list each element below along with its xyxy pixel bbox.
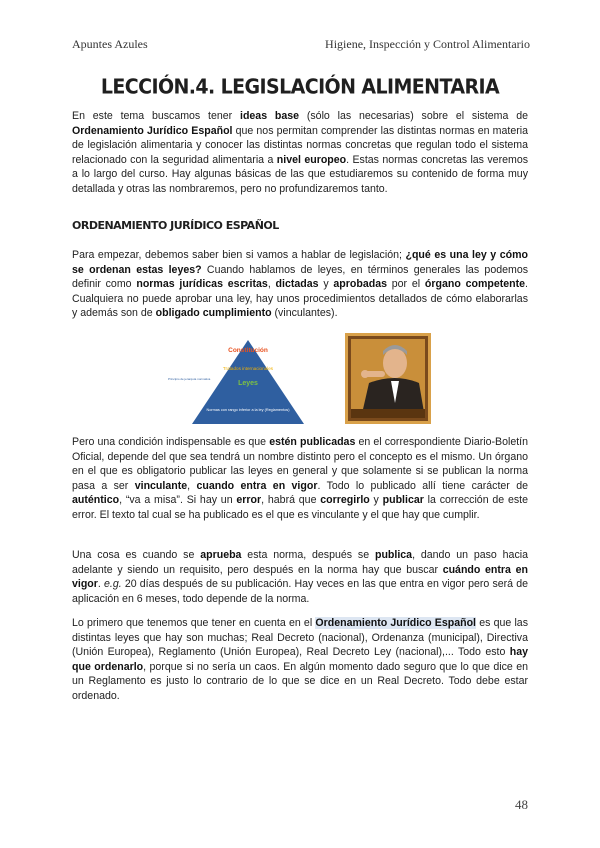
header-left-text: Apuntes Azules (72, 37, 148, 51)
man-pointing-photo (345, 333, 431, 424)
pyramid-level-leyes: Leyes (238, 380, 258, 387)
paragraph-3: Una cosa es cuando se aprueba esta norma, después se publica, dando un paso hacia adelante y siendo un requisito, pero después en la norma hay que buscar cuándo entra en vigor. e.g. 20 días después de su publicación. Hay veces en las que entra en vigor pero será de aplicación en 6 meses, todo depende de la norma. (72, 549, 528, 605)
pyramid-level-tratados: Tratados internacionales (222, 366, 274, 371)
paragraph-4: Lo primero que tenemos que tener en cuenta en el Ordenamiento Jurídico Español es que las distintas leyes que hay son muchas; Real Decreto (nacional), Ordenanza (municipal), Directiva (Unión Europea), Reglamento (Unión Europea), Real Decreto Ley (nacional),... Todo esto hay que ordenarlo, porque si no sería un caos. En algún momento dado seguro que lo que dice en un Reglamento es justo lo contrario de lo que se dice en un Real Decreto. Todo debe estar ordenado. (72, 617, 529, 702)
header-right-text: Higiene, Inspección y Control Alimentario (325, 37, 530, 51)
page-number: 48 (515, 797, 528, 812)
section-heading: ORDENAMIENTO JURÍDICO ESPAÑOL (72, 219, 279, 232)
legal-hierarchy-pyramid-figure (164, 338, 304, 426)
pyramid-level-reglamentos: Normas con rango inferior a la ley (Reglamentos) (206, 408, 290, 412)
intro-paragraph: En este tema buscamos tener ideas base (sólo las necesarias) sobre el sistema de Ordenamiento Jurídico Español que nos permitan comprender las distintas normas en materia de legislación alimentaria y conocer las distintas normas concretas que regulan todo el sistema relacionado con la seguridad alimentaria a nivel europeo. Estas normas concretas las veremos a lo largo del curso. Hay algunas básicas de las que estudiaremos su contenido de forma muy detallada y otras las nombraremos, pero no profundizaremos tanto. (72, 110, 529, 195)
paragraph-2: Pero una condición indispensable es que estén publicadas en el correspondiente Diario-Boletín Oficial, depende del que sea tendrá un nombre distinto pero el concepto es el mismo. Un órgano en el que es obligatorio publicar las leyes en general y que solamente si se publican la norma pasa a ser vinculante, cuando entra en vigor. Todo lo publicado allí tiene carácter de auténtico, “va a misa”. Si hay un error, habrá que corregirlo y publicar la corrección de este error. El texto tal cual se ha publicado es el que es vinculante y el que hay que cumplir. (72, 436, 529, 521)
paragraph-1: Para empezar, debemos saber bien si vamos a hablar de legislación; ¿qué es una ley y cómo se ordenan estas leyes? Cuando hablamos de leyes, en términos generales las podemos definir como normas jurídicas escritas, dictadas y aprobadas por el órgano competente. Cualquiera no puede aprobar una ley, hay unos procedimientos detallados de cómo elaborarlas y además son de obligado cumplimiento (vinculantes). (72, 249, 529, 320)
pyramid-side-label: Principio de jerarquía normativa (168, 377, 211, 381)
page-title: LECCIÓN.4. LEGISLACIÓN ALIMENTARIA (100, 75, 500, 99)
pyramid-level-constitucion: Constitución (228, 347, 268, 354)
